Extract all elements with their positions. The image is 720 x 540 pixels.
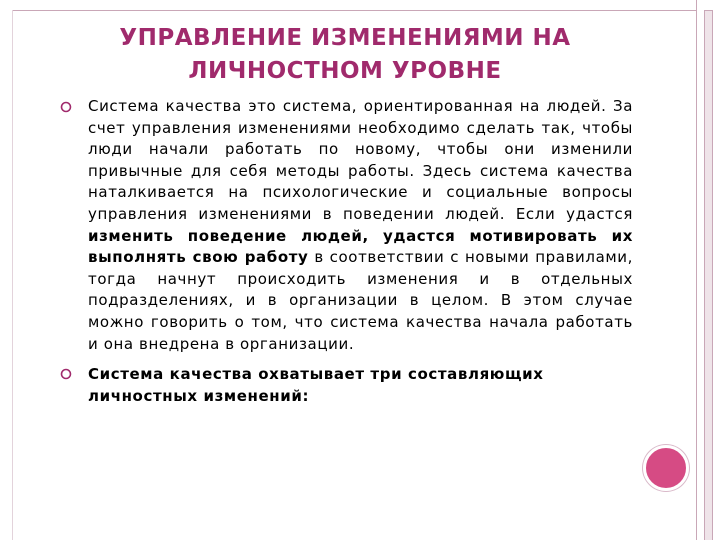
circle-bullet-icon	[60, 101, 72, 113]
bullet-1-text-end: в соответствии с новыми правилами, тогда начнут происходить изменения и в отдельных подразделениях, и в организации в целом. В этом случае можно говорить о том, что система качества начала работать и она внедрена в организации.	[88, 248, 633, 353]
frame-right-band	[704, 10, 713, 540]
slide-content	[58, 96, 633, 407]
bullet-item-1	[58, 96, 633, 355]
bullet-1-text: Система качества это система, ориентированная на людей. За счет управления изменениями необходимо сделать так, чтобы люди начали работать по новому, чтобы они изменили привычные для себя методы работы. Здесь система качества наталкивается на психологические и социальные вопросы управления изменениями в поведении людей. Если удастся	[88, 97, 633, 223]
slide-title-line-1: УПРАВЛЕНИЕ ИЗМЕНЕНИЯМИ НА	[119, 25, 571, 51]
bullet-item-2	[58, 363, 633, 407]
slide-title-line-2: ЛИЧНОСТНОМ УРОВНЕ	[188, 58, 502, 84]
slide-title	[30, 22, 660, 88]
bullet-2-text: Система качества охватывает три составляющих личностных изменений:	[88, 365, 544, 406]
frame-left-border	[12, 10, 13, 540]
circle-bullet-icon	[60, 368, 72, 380]
frame-top-border	[12, 10, 704, 17]
decorative-circle-icon	[643, 445, 689, 491]
bullet-1-bold-text: изменить поведение людей, удастся мотивировать их выполнять свою работу	[88, 226, 633, 267]
